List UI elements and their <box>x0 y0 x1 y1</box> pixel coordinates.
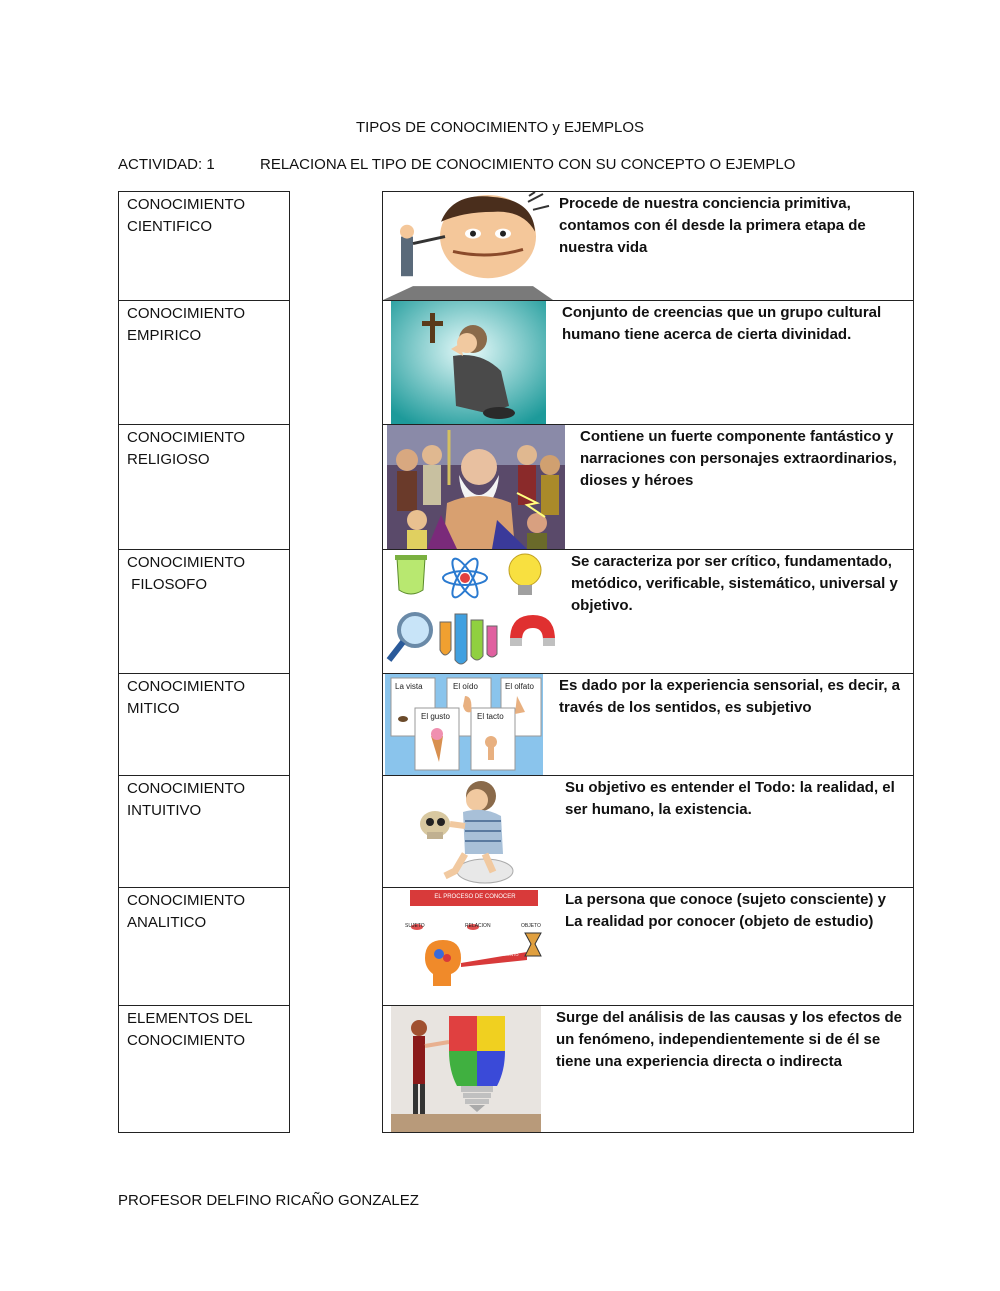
definition-row[interactable] <box>382 425 914 550</box>
knowledge-process-diagram-image <box>405 888 553 1005</box>
concepts-table <box>118 191 290 1133</box>
greek-gods-image <box>387 425 565 549</box>
praying-child-cross-image <box>391 301 546 424</box>
definition-text: Su objetivo es entender el Todo: la realidad, el ser humano, la existencia. <box>565 779 895 818</box>
sense-label-tacto: El tacto <box>477 712 504 721</box>
senses-cards-image <box>385 674 543 775</box>
concept-item[interactable]: CONOCIMIENTO RELIGIOSO <box>118 425 290 550</box>
science-icons-image <box>385 550 557 673</box>
definition-text: Contiene un fuerte componente fantástico y narraciones con personajes extraordinarios, dioses y héroes <box>580 428 897 489</box>
instruction-text: RELACIONA EL TIPO DE CONOCIMIENTO CON SU CONCEPTO O EJEMPLO <box>260 156 796 173</box>
definition-row[interactable] <box>382 1006 914 1133</box>
thinking-man-image <box>383 192 553 300</box>
definition-text: Conjunto de creencias que un grupo cultural humano tiene acerca de cierta divinidad. <box>562 304 882 343</box>
sense-label-olfato: El olfato <box>505 682 534 691</box>
definition-row[interactable] <box>382 674 914 776</box>
concept-item[interactable]: CONOCIMIENTO INTUITIVO <box>118 776 290 888</box>
process-header: EL PROCESO DE CONOCER <box>434 894 516 900</box>
definition-text: Se caracteriza por ser crítico, fundamentado, metódico, verificable, sistemático, universal y objetivo. <box>571 553 898 614</box>
definition-text: La persona que conoce (sujeto consciente) y La realidad por conocer (objeto de estudio) <box>565 891 886 930</box>
concept-item[interactable]: CONOCIMIENTO MITICO <box>118 674 290 776</box>
teacher-name: PROFESOR DELFINO RICAÑO GONZALEZ <box>118 1192 419 1209</box>
puzzle-lightbulb-image <box>391 1006 541 1132</box>
sense-label-vista: La vista <box>395 682 423 691</box>
activity-label: ACTIVIDAD: 1 <box>118 156 215 173</box>
concept-item[interactable]: CONOCIMIENTO EMPIRICO <box>118 301 290 425</box>
process-label-subject: SUJETO <box>405 923 425 929</box>
definition-row[interactable] <box>382 888 914 1006</box>
process-label-object: OBJETO <box>521 923 541 929</box>
definitions-table <box>382 191 914 1133</box>
definition-row[interactable] <box>382 550 914 674</box>
definition-row[interactable] <box>382 776 914 888</box>
definition-text: Es dado por la experiencia sensorial, es decir, a través de los sentidos, es subjetivo <box>559 677 900 716</box>
concept-item[interactable]: CONOCIMIENTO ANALITICO <box>118 888 290 1006</box>
concept-item[interactable]: CONOCIMIENTO CIENTIFICO <box>118 191 290 301</box>
definition-row[interactable] <box>382 191 914 301</box>
concept-item[interactable]: ELEMENTOS DEL CONOCIMIENTO <box>118 1006 290 1133</box>
definition-text: Procede de nuestra conciencia primitiva, contamos con él desde la primera etapa de nuestra vida <box>559 195 866 256</box>
process-arrow-label: CONOCIMIENTO <box>487 952 519 957</box>
sense-label-oido: El oído <box>453 682 478 691</box>
definition-text: Surge del análisis de las causas y los efectos de un fenómeno, independientemente si de él se tiene una experiencia directa o indirecta <box>556 1009 902 1070</box>
sense-label-gusto: El gusto <box>421 712 450 721</box>
child-with-skull-image <box>405 776 529 887</box>
definition-row[interactable] <box>382 301 914 425</box>
process-label-relation: RELACION <box>465 923 491 929</box>
concept-item[interactable]: CONOCIMIENTO FILOSOFO <box>118 550 290 674</box>
worksheet-title: TIPOS DE CONOCIMIENTO y EJEMPLOS <box>355 119 645 136</box>
